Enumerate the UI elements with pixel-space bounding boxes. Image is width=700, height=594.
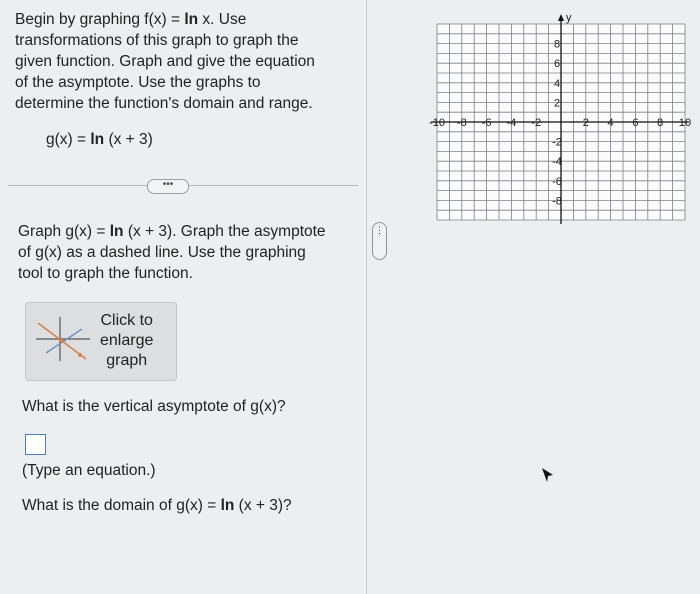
asymptote-question: What is the vertical asymptote of g(x)? <box>22 398 286 415</box>
asymptote-answer-input[interactable] <box>25 434 46 455</box>
x-tick-label: -4 <box>506 117 517 129</box>
y-tick-label: -4 <box>552 156 562 169</box>
problem-statement: Begin by graphing f(x) = ln x. Use transformations of this graph to graph the given function. Graph and give the equation of the asymptote. Use the graphs to determine the function's domain and range. <box>15 11 315 112</box>
x-tick-label: 2 <box>582 117 589 129</box>
x-tick-label: 8 <box>657 117 664 129</box>
y-tick-label: -6 <box>552 175 562 188</box>
x-tick-label: 6 <box>632 117 639 129</box>
given-function: g(x) = ln (x + 3) <box>46 131 153 148</box>
graph-instruction: Graph g(x) = ln (x + 3). Graph the asymptote of g(x) as a dashed line. Use the graphing tool to graph the function. <box>18 223 326 282</box>
y-tick-label: 2 <box>553 97 561 110</box>
x-tick-label: -6 <box>481 117 492 129</box>
panel-resize-handle[interactable]: ⋮ <box>372 222 387 260</box>
y-axis-label: y <box>566 12 572 24</box>
answer-hint: (Type an equation.) <box>22 462 156 479</box>
x-tick-label: -8 <box>456 117 467 129</box>
domain-question: What is the domain of g(x) = ln (x + 3)? <box>22 497 292 514</box>
y-tick-label: -2 <box>552 136 562 149</box>
more-button[interactable]: ••• <box>147 179 189 194</box>
x-tick-label: -10 <box>429 117 445 129</box>
y-tick-label: 4 <box>553 77 561 90</box>
y-axis-arrow-icon <box>558 14 564 21</box>
y-tick-label: -8 <box>552 195 562 208</box>
y-tick-label: 6 <box>553 58 561 71</box>
y-tick-label: 8 <box>553 38 561 51</box>
enlarge-label: Click to enlarge graph <box>100 312 154 369</box>
enlarge-graph-button[interactable] <box>25 302 177 381</box>
x-tick-label: -2 <box>531 117 542 129</box>
coordinate-grid[interactable] <box>427 12 692 234</box>
x-tick-label: 4 <box>607 117 614 129</box>
graph-thumbnail-icon <box>32 313 94 365</box>
mouse-cursor-icon <box>541 467 555 485</box>
x-tick-label: 10 <box>678 117 692 129</box>
